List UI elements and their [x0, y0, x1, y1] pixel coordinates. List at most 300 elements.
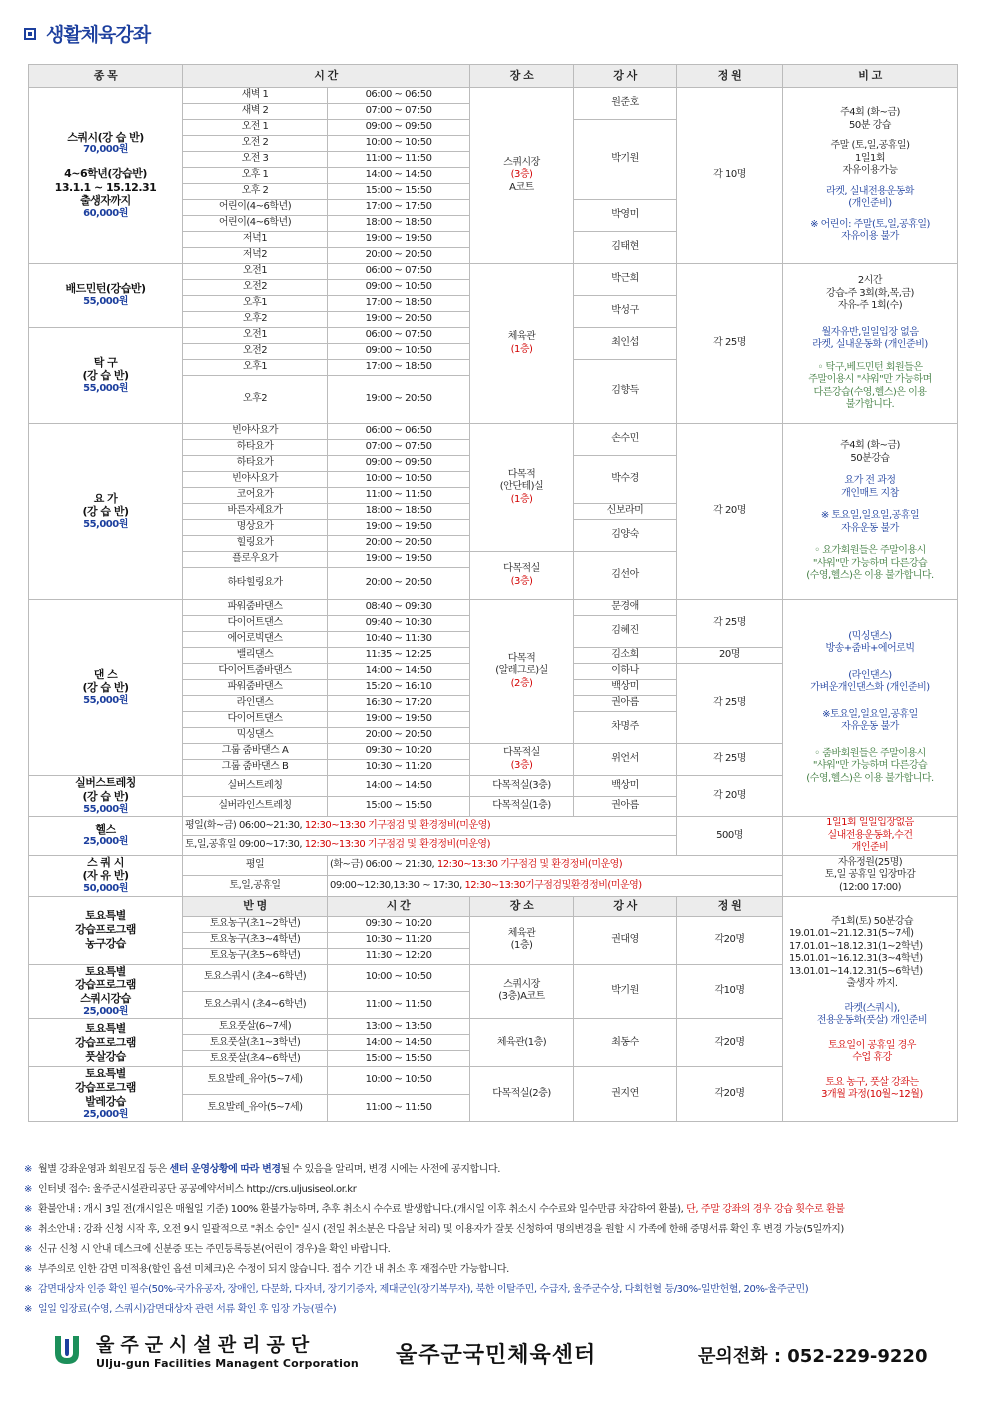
- class-name: 새벽 1: [183, 88, 328, 104]
- class-time: 07:00 ~ 07:50: [328, 440, 470, 456]
- schedule-table: [28, 64, 958, 1122]
- class-name: 토요발레_유아(5~7세): [183, 1094, 328, 1121]
- instructor: 김태현: [574, 232, 677, 264]
- header-category: 종 목: [29, 65, 183, 88]
- place: 다목적실(1층): [470, 796, 574, 817]
- class-name: 토요농구(초5~6학년): [183, 948, 328, 964]
- category-label: 배드민턴(강습반): [65, 282, 146, 296]
- sub-header-time: 시 간: [328, 896, 470, 916]
- class-name: 오전1: [183, 264, 328, 280]
- note-line: 불가합니다.: [845, 399, 895, 411]
- note-line: 1일1회 일일입장없음: [826, 817, 914, 828]
- instructor: 김혜진: [574, 616, 677, 648]
- place-label: (안단테)실: [499, 481, 544, 493]
- class-time: 10:30 ~ 11:20: [328, 760, 470, 776]
- price: 60,000원: [83, 208, 128, 219]
- place-label: 체육관: [507, 927, 536, 939]
- footnote-text: 부주의로 인한 감면 미적용(할인 옵션 미체크)은 수정이 되지 않습니다. 접수 기간 내 취소 후 재접수만 가능합니다.: [37, 1264, 509, 1275]
- footnote-text: 될 수 있음을 알리며, 변경 시에는 사전에 공지합니다.: [280, 1164, 501, 1175]
- note-line: 전용운동화(풋살) 개인준비: [816, 1015, 928, 1027]
- category-label: 스쿼시강습: [80, 992, 131, 1005]
- instructor: 박기원: [574, 964, 677, 1019]
- place: [470, 744, 574, 776]
- hours: [183, 836, 677, 855]
- class-name: 빈야사요가: [183, 424, 328, 440]
- class-name: 오전1: [183, 328, 328, 344]
- class-name: 하타요가: [183, 440, 328, 456]
- place-floor: (1층): [510, 493, 533, 505]
- class-name: 바른자세요가: [183, 504, 328, 520]
- note-line: 3개월 과정(10월~12월): [821, 1089, 923, 1101]
- note: [783, 600, 958, 817]
- note-line: 자유-주 1회(수): [837, 300, 903, 312]
- instructor: 원준호: [574, 88, 677, 120]
- category-badminton: [29, 264, 183, 328]
- instructor: 이하나: [574, 664, 677, 680]
- class-time: 15:00 ~ 15:50: [328, 1051, 470, 1067]
- class-time: 17:00 ~ 18:50: [328, 360, 470, 376]
- class-time: 10:30 ~ 11:20: [328, 932, 470, 948]
- class-time: 09:00 ~ 09:50: [328, 120, 470, 136]
- class-name: 토요농구(초1~2학년): [183, 916, 328, 932]
- class-name: 토,일,공휴일: [183, 876, 328, 897]
- hours-text: 평일(화~금) 06:00~21:30,: [185, 819, 303, 831]
- class-time: 19:00 ~ 19:50: [328, 520, 470, 536]
- class-time: 15:20 ~ 16:10: [328, 680, 470, 696]
- class-name: 토요풋살(초4~6학년): [183, 1051, 328, 1067]
- price: 25,000원: [83, 1005, 128, 1017]
- class-time: 11:00 ~ 11:50: [328, 152, 470, 168]
- asterisk: ※: [24, 1264, 32, 1275]
- category-squash: [29, 88, 183, 264]
- place-label: (알레그로)실: [495, 665, 548, 677]
- class-name: 토요스쿼시 (초4~6학년): [183, 964, 328, 991]
- class-name: 에어로빅댄스: [183, 632, 328, 648]
- place: [470, 88, 574, 264]
- capacity: 각 25명: [677, 664, 783, 744]
- class-time: 06:00 ~ 07:50: [328, 264, 470, 280]
- note-line: (수영,헬스)은 이용 불가합니다.: [806, 570, 934, 582]
- note-line: "샤워"만 가능하며 다른강습: [812, 760, 928, 772]
- asterisk: ※: [24, 1244, 32, 1255]
- note-line: (개인준비): [848, 198, 892, 210]
- category-label: 토요특별: [85, 964, 126, 978]
- note: [783, 896, 958, 1122]
- class-name: 다이어트댄스: [183, 712, 328, 728]
- capacity: 20명: [677, 648, 783, 664]
- class-time: 11:30 ~ 12:20: [328, 948, 470, 964]
- footnote-text: 일일 입장료(수영, 스쿼시)감면대상자 관련 서류 확인 후 입장 가능(필수): [37, 1304, 337, 1315]
- instructor: 박근희: [574, 264, 677, 296]
- footnote: [24, 1240, 974, 1260]
- price: 55,000원: [83, 519, 128, 530]
- class-time: 15:00 ~ 15:50: [328, 184, 470, 200]
- instructor: 백상미: [574, 776, 677, 797]
- note-line: 방송+줌바+에어로빅: [825, 643, 915, 655]
- place: 다목적실(3층): [470, 776, 574, 797]
- class-time: 10:00 ~ 10:50: [328, 1067, 470, 1094]
- note-line: 주말이용시 "샤워"만 가능하며: [808, 374, 932, 386]
- class-time: 06:00 ~ 06:50: [328, 88, 470, 104]
- price: 70,000원: [83, 144, 128, 156]
- category-yoga: [29, 424, 183, 600]
- hours-text: 토,일,공휴일 09:00~17:30,: [185, 839, 303, 851]
- category-label: 스 쿼 시: [86, 855, 125, 869]
- class-time: 06:00 ~ 07:50: [328, 328, 470, 344]
- class-name: 오전 3: [183, 152, 328, 168]
- instructor: 최동수: [574, 1019, 677, 1067]
- class-time: 15:00 ~ 15:50: [328, 796, 470, 817]
- place: 체육관(1층): [470, 1019, 574, 1067]
- class-time: 09:30 ~ 10:20: [328, 916, 470, 932]
- note-line: 17.01.01~18.12.31(1~2학년): [789, 940, 923, 952]
- header-capacity: 정 원: [677, 65, 783, 88]
- instructor: 김향득: [574, 360, 677, 424]
- capacity: 각20명: [677, 916, 783, 964]
- class-time: 13:00 ~ 13:50: [328, 1019, 470, 1035]
- note-line: 15.01.01~16.12.31(3~4학년): [789, 953, 923, 965]
- class-name: 코어요가: [183, 488, 328, 504]
- class-time: 20:00 ~ 20:50: [328, 536, 470, 552]
- org-logo: [52, 1330, 359, 1370]
- note-line: 출생자 까지.: [846, 978, 898, 990]
- note-line: ◦ 요가회원들은 주말이용시: [814, 545, 926, 557]
- section-title: [24, 20, 150, 47]
- class-time: 20:00 ~ 20:50: [328, 728, 470, 744]
- class-time: 20:00 ~ 20:50: [328, 248, 470, 264]
- price: 55,000원: [83, 383, 128, 394]
- note-line: 주말 (토,일,공휴일): [830, 140, 910, 152]
- category-label: 요 가: [93, 491, 118, 505]
- note-line: 주1회(토) 50분강습: [830, 915, 914, 927]
- place-floor: (3층): [510, 759, 533, 771]
- category-label: 강습프로그램: [75, 923, 136, 937]
- place-label: 다목적: [507, 468, 536, 480]
- class-name: 토요발레_유아(5~7세): [183, 1067, 328, 1094]
- class-name: 오후 2: [183, 184, 328, 200]
- class-name: 다이어트댄스: [183, 616, 328, 632]
- note-line: 50분강습: [850, 452, 890, 464]
- note-line: ◦ 줌바회원들은 주말이용시: [814, 747, 926, 759]
- note-line: 월자유반,일일입장 없음: [821, 326, 919, 338]
- table-row: [29, 896, 958, 916]
- org-name-en: Ulju-gun Facilities Managent Corporation: [96, 1357, 359, 1370]
- class-time: 14:00 ~ 14:50: [328, 664, 470, 680]
- capacity: 각10명: [677, 964, 783, 1019]
- instructor: 박성구: [574, 296, 677, 328]
- instructor: 권아름: [574, 696, 677, 712]
- footnote: [24, 1260, 974, 1280]
- capacity: 각 20명: [677, 424, 783, 600]
- asterisk: ※: [24, 1284, 32, 1295]
- note: [783, 424, 958, 600]
- instructor: 신보라미: [574, 504, 677, 520]
- note-line: ◦ 탁구,베드민턴 회원들은: [817, 361, 923, 373]
- category-label: (강 습 반): [82, 681, 129, 695]
- price: 55,000원: [83, 695, 128, 706]
- asterisk: ※: [24, 1304, 32, 1315]
- footnote-emphasis: 단, 주말 강좌의 경우 강습 횟수로 환불: [686, 1204, 845, 1215]
- page-title: 생활체육강좌: [46, 24, 151, 46]
- category-label: 토요특별: [85, 909, 126, 923]
- header-instructor: 강 사: [574, 65, 677, 88]
- note-line: 1일1회: [854, 152, 886, 164]
- capacity: 각 10명: [677, 88, 783, 264]
- table-row: [29, 600, 958, 616]
- place: [470, 600, 574, 744]
- class-name: 어린이(4~6학년): [183, 200, 328, 216]
- class-name: 어린이(4~6학년): [183, 216, 328, 232]
- note-line: 토요일이 공휴일 경우: [828, 1039, 916, 1051]
- header-note: 비 고: [783, 65, 958, 88]
- class-name: 저녁2: [183, 248, 328, 264]
- place-label: 다목적실: [503, 747, 540, 758]
- class-name: 토요풋살(6~7세): [183, 1019, 328, 1035]
- footnote: [24, 1280, 974, 1300]
- instructor: 문경애: [574, 600, 677, 616]
- instructor: 차명주: [574, 712, 677, 744]
- class-name: 새벽 2: [183, 104, 328, 120]
- footnote: [24, 1300, 974, 1320]
- footnote: [24, 1200, 974, 1220]
- class-name: 오후1: [183, 360, 328, 376]
- category-label: 실버스트레칭: [75, 776, 136, 789]
- table-row: [29, 817, 958, 836]
- class-time: 11:35 ~ 12:25: [328, 648, 470, 664]
- class-name: 오후 1: [183, 168, 328, 184]
- class-time: 14:00 ~ 14:50: [328, 168, 470, 184]
- class-time: 19:00 ~ 19:50: [328, 552, 470, 568]
- place: [470, 424, 574, 552]
- note-line: ※ 토요일,일요일,공휴일: [820, 510, 920, 522]
- class-name: 토요농구(초3~4학년): [183, 932, 328, 948]
- footnotes: [24, 1160, 974, 1320]
- table-row: [29, 424, 958, 440]
- class-name: 플로우요가: [183, 552, 328, 568]
- class-name: 저녁1: [183, 232, 328, 248]
- class-name: 오후2: [183, 376, 328, 424]
- category-label: 풋살강습: [85, 1049, 126, 1063]
- note-line: 라켓, 실내전용운동화: [826, 185, 914, 197]
- capacity: 각 20명: [677, 776, 783, 817]
- class-name: 오전 1: [183, 120, 328, 136]
- capacity: 각 25명: [677, 744, 783, 776]
- class-time: 08:40 ~ 09:30: [328, 600, 470, 616]
- category-label: 토요특별: [85, 1022, 126, 1036]
- note-line: 자유이용가능: [842, 165, 898, 177]
- category-health: [29, 817, 183, 856]
- category-label: 탁 구: [93, 355, 118, 369]
- asterisk: ※: [24, 1224, 32, 1235]
- footnote: [24, 1220, 974, 1240]
- class-time: 19:00 ~ 19:50: [328, 712, 470, 728]
- instructor: 김소희: [574, 648, 677, 664]
- category-label: (강 습 반): [82, 369, 129, 383]
- category-table-tennis: [29, 328, 183, 424]
- class-time: 10:00 ~ 10:50: [328, 472, 470, 488]
- note-line: 50분 강습: [849, 119, 891, 131]
- note-line: 요가 전 과정: [844, 475, 896, 487]
- maintenance-text: 12:30~13:30기구점검및환경정비(미운영): [464, 879, 642, 891]
- sub-header-instructor: 강 사: [574, 896, 677, 916]
- square-bullet-icon: [24, 28, 36, 40]
- note-line: ※토요일,일요일,공휴일: [822, 708, 918, 720]
- class-name: 라인댄스: [183, 696, 328, 712]
- footnote-emphasis: 센터 운영상황에 따라 변경: [169, 1164, 281, 1175]
- note-line: 다른강습(수영,헬스)은 이용: [813, 386, 927, 398]
- note-line: "샤워"만 가능하며 다른강습: [812, 557, 928, 569]
- note-line: 토요 농구, 풋살 강좌는: [825, 1076, 919, 1088]
- note: [783, 88, 958, 264]
- class-time: 11:00 ~ 11:50: [328, 1094, 470, 1121]
- place-floor: (3층): [510, 169, 533, 181]
- note-line: 19.01.01~21.12.31(5~7세): [789, 928, 914, 940]
- class-name: 다이어트줌바댄스: [183, 664, 328, 680]
- class-time: 09:30 ~ 10:20: [328, 744, 470, 760]
- footnote-text: 환불안내 : 개시 3일 전(개시일은 매월일 기준) 100% 환불가능하며, 추후 취소시 수수료 발생합니다.(개시일 이후 취소시 수수료와 일수만큼 차감하여 환불),: [37, 1204, 684, 1215]
- instructor: 박수경: [574, 456, 677, 504]
- place: [470, 264, 574, 424]
- table-row: [29, 88, 958, 104]
- category-label: 댄 스: [93, 667, 118, 681]
- class-time: 10:00 ~ 10:50: [328, 136, 470, 152]
- uj-logo-icon: [52, 1333, 82, 1367]
- class-name: 그룹 줌바댄스 B: [183, 760, 328, 776]
- class-time: 06:00 ~ 06:50: [328, 424, 470, 440]
- category-label: (자 유 반): [82, 869, 129, 883]
- class-time: 11:00 ~ 11:50: [328, 488, 470, 504]
- place-label: 다목적: [507, 652, 536, 664]
- asterisk: ※: [24, 1184, 32, 1195]
- category-label: 발레강습: [85, 1094, 126, 1108]
- footnote-text: 취소안내 : 강좌 신청 시작 후, 오전 9시 일괄적으로 "취소 승인" 실시 (전일 취소분은 다음날 처리) 및 이용자가 잘못 신청하여 명의변경을 원할 시 가족에 한해 증명서류 확인 후 변경 가능(5일까지): [37, 1224, 844, 1235]
- category-sat-ballet: [29, 1067, 183, 1122]
- class-name: 힐링요가: [183, 536, 328, 552]
- instructor: 권지연: [574, 1067, 677, 1122]
- class-time: 14:00 ~ 14:50: [328, 776, 470, 797]
- hours-text: 09:00~12:30,13:30 ~ 17:30,: [330, 879, 462, 891]
- footnote-text: 신규 신청 시 안내 데스크에 신분증 또는 주민등록등본(어린이 경우)을 확인 바랍니다.: [37, 1244, 391, 1255]
- footnote-text: 인터넷 접수: 울주군시설관리공단 공공예약서비스 http://crs.uljusiseol.or.kr: [37, 1184, 357, 1195]
- note-line: (믹싱댄스): [848, 630, 892, 642]
- place: [470, 964, 574, 1019]
- category-silver: [29, 776, 183, 817]
- place-label: 체육관: [507, 331, 536, 342]
- class-time: 19:00 ~ 19:50: [328, 232, 470, 248]
- class-name: 오전 2: [183, 136, 328, 152]
- place-floor: (2층): [510, 677, 533, 689]
- class-name: 오전2: [183, 280, 328, 296]
- instructor: 권대영: [574, 916, 677, 964]
- note-line: 실내전용운동화,수건: [827, 829, 913, 841]
- category-sat-basketball: [29, 896, 183, 964]
- class-name: 토요풋살(초1~3학년): [183, 1035, 328, 1051]
- note: [783, 855, 958, 896]
- place: [470, 552, 574, 600]
- note-line: 라켓(스쿼시),: [844, 1002, 900, 1014]
- header-time: 시 간: [183, 65, 470, 88]
- note-line: 가벼운개인댄스화 (개인준비): [810, 682, 930, 694]
- class-time: 09:00 ~ 10:50: [328, 344, 470, 360]
- hours: [328, 876, 783, 897]
- table-header: [29, 65, 958, 88]
- capacity: 각 25명: [677, 264, 783, 424]
- org-name-kr: 울주군시설관리공단: [96, 1334, 316, 1356]
- category-label: 강습프로그램: [75, 1035, 136, 1049]
- note: [783, 264, 958, 424]
- category-label: (강 습 반): [82, 505, 129, 519]
- table-row: [29, 855, 958, 876]
- category-label: 13.1.1 ~ 15.12.31: [54, 180, 157, 194]
- class-name: 명상요가: [183, 520, 328, 536]
- instructor: 손수민: [574, 424, 677, 456]
- category-label: 강습프로그램: [75, 1081, 136, 1094]
- footnote-text: 감면대상자 인증 확인 필수(50%-국가유공자, 장애인, 다문화, 다자녀, 장기기증자, 제대군인(장기복무자), 북한 이탈주민, 수급자, 울주군수상, 다회헌혈 등/30%-일반헌혈, 20%-울주군민): [37, 1284, 809, 1295]
- price: 55,000원: [83, 296, 128, 308]
- place-floor: (1층): [510, 940, 533, 951]
- class-time: 07:00 ~ 07:50: [328, 104, 470, 120]
- place-label: 스쿼시장: [503, 978, 540, 990]
- class-time: 17:00 ~ 17:50: [328, 200, 470, 216]
- category-squash-free: [29, 855, 183, 896]
- class-name: 실버스트레칭: [183, 776, 328, 797]
- header-place: 장 소: [470, 65, 574, 88]
- class-name: 밸리댄스: [183, 648, 328, 664]
- class-time: 19:00 ~ 20:50: [328, 312, 470, 328]
- price: 25,000원: [83, 836, 128, 848]
- note-line: (12:00 17:00): [838, 881, 902, 893]
- class-name: 토요스쿼시 (초4~6학년): [183, 991, 328, 1018]
- instructor: 최인섭: [574, 328, 677, 360]
- instructor: 박기원: [574, 120, 677, 200]
- instructor: 위언서: [574, 744, 677, 776]
- class-time: 10:00 ~ 10:50: [328, 964, 470, 991]
- category-label: 강습프로그램: [75, 978, 136, 992]
- instructor: 김선아: [574, 552, 677, 600]
- capacity: 500명: [677, 817, 783, 856]
- class-name: 실버라인스트레칭: [183, 796, 328, 817]
- category-label: 토요특별: [85, 1067, 126, 1081]
- category-label: (강 습 반): [82, 789, 129, 803]
- class-name: 빈야사요가: [183, 472, 328, 488]
- hours: [183, 817, 677, 836]
- class-time: 18:00 ~ 18:50: [328, 504, 470, 520]
- place-floor: (1층): [510, 343, 533, 355]
- instructor: 백상미: [574, 680, 677, 696]
- class-time: 09:40 ~ 10:30: [328, 616, 470, 632]
- note-line: 13.01.01~14.12.31(5~6학년): [789, 965, 923, 977]
- hours: [328, 855, 783, 876]
- capacity: 각20명: [677, 1067, 783, 1122]
- class-time: 17:00 ~ 18:50: [328, 296, 470, 312]
- capacity: 각 25명: [677, 600, 783, 648]
- maintenance-text: 12:30~13:30 기구점검 및 환경정비(미운영): [304, 839, 490, 851]
- note-line: 라켓, 실내운동화 (개인준비): [812, 339, 928, 351]
- class-time: 16:30 ~ 17:20: [328, 696, 470, 712]
- place-floor: (3층)A코트: [498, 991, 545, 1003]
- class-name: 파워줌바댄스: [183, 600, 328, 616]
- place-label: 스쿼시장: [503, 156, 540, 168]
- category-sat-squash: [29, 964, 183, 1019]
- class-name: 평일: [183, 855, 328, 876]
- hours-text: (화~금) 06:00 ~ 21:30,: [330, 859, 435, 870]
- instructor: 권아름: [574, 796, 677, 817]
- footnote-text: 월별 강좌운영과 회원모집 등은: [37, 1164, 167, 1175]
- phone-number: 문의전화 : 052-229-9220: [698, 1346, 928, 1367]
- sub-header-capacity: 정 원: [677, 896, 783, 916]
- note-line: (수영,헬스)은 이용 불가합니다.: [806, 772, 934, 784]
- instructor: 박영미: [574, 200, 677, 232]
